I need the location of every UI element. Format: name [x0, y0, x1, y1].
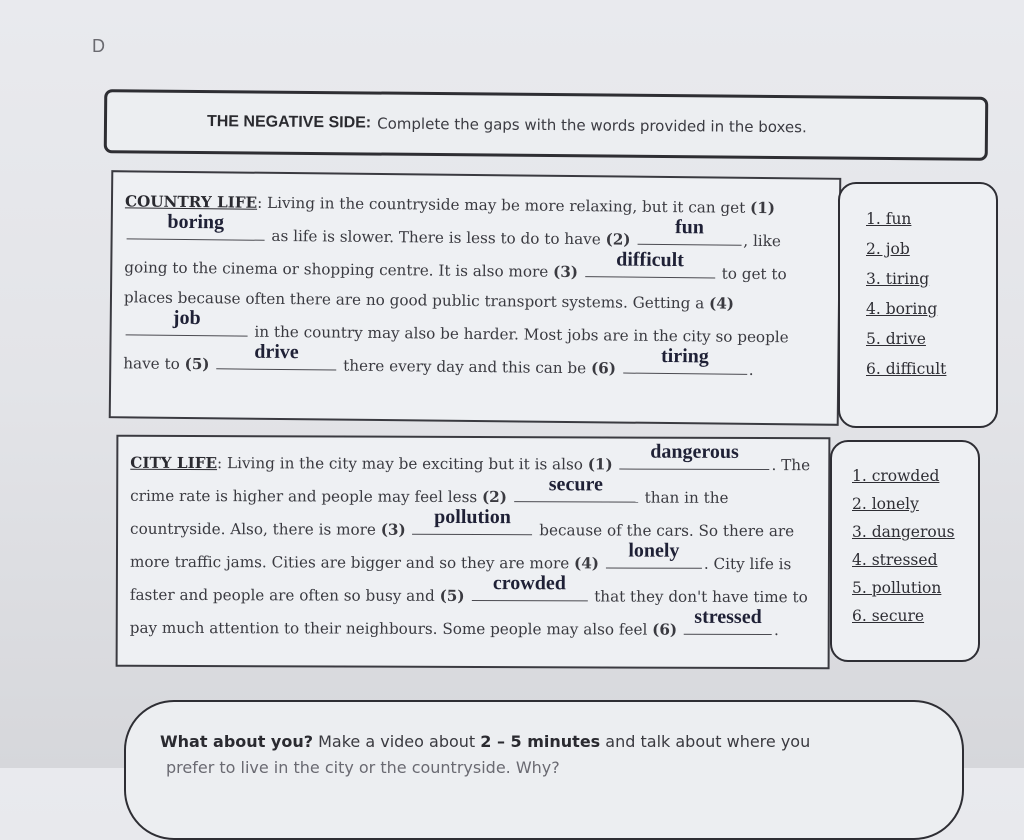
answer-3-country: difficult	[616, 248, 685, 272]
word-option: 6. secure	[852, 607, 925, 625]
answer-6-city: stressed	[694, 605, 762, 629]
word-option: 4. boring	[866, 300, 938, 318]
answer-2-country: fun	[674, 216, 705, 239]
word-option: 6. difficult	[866, 360, 947, 378]
word-option: 5. drive	[866, 330, 926, 348]
word-option: 3. tiring	[866, 270, 930, 288]
gap-1-city[interactable]	[620, 440, 770, 471]
corner-letter: D	[92, 36, 105, 56]
city-life-heading: CITY LIFE	[130, 453, 218, 473]
city-life-panel	[116, 435, 831, 669]
instruction-text: Complete the gaps with the words provided in the boxes.	[377, 114, 807, 137]
what-about-you-box	[124, 700, 964, 840]
gap-3-country[interactable]	[585, 248, 715, 278]
task-prompt: What about you? Make a video about 2 – 5 minutes and talk about where you	[160, 732, 811, 751]
answer-5-country: drive	[254, 340, 299, 364]
answer-4-city: lonely	[628, 539, 680, 562]
word-option: 1. crowded	[852, 467, 940, 485]
answer-2-city: secure	[548, 473, 603, 496]
country-word-list	[866, 204, 946, 384]
gap-5-country[interactable]	[216, 340, 336, 370]
word-option: 4. stressed	[852, 551, 938, 569]
word-option: 5. pollution	[852, 579, 942, 597]
answer-5-city: crowded	[492, 572, 566, 595]
gap-5-city[interactable]	[471, 572, 587, 601]
answer-3-city: pollution	[434, 505, 511, 529]
country-life-heading: COUNTRY LIFE	[124, 192, 258, 212]
country-life-panel	[109, 170, 842, 426]
city-life-paragraph: CITY LIFE: Living in the city may be exciting but it is also (1) dangerous . The crime rate is higher and people may feel less (2) secure than in the countryside. Also, there is more (3) pollution because of the cars. So there are more traffic jams. Cities are bigger and so they are more (4) lonely . City life is faster and people are often so busy and (5) crowded that they don't have time to pay much attention to their neighbours. Some people may also feel (6) stressed .	[130, 445, 819, 645]
answer-6-country: tiring	[660, 344, 709, 368]
gap-1-country[interactable]	[127, 210, 265, 240]
gap-2-country[interactable]	[637, 216, 741, 246]
answer-4-country: job	[172, 306, 201, 330]
task-prompt-line-2: prefer to live in the city or the countryside. Why?	[166, 758, 560, 777]
gap-4-country[interactable]	[126, 306, 248, 336]
word-option: 2. job	[866, 240, 910, 258]
word-option: 2. lonely	[852, 495, 919, 513]
gap-3-city[interactable]	[412, 505, 532, 535]
gap-6-city[interactable]	[684, 605, 772, 635]
city-word-list	[852, 462, 955, 630]
section-title: THE NEGATIVE SIDE:	[206, 113, 372, 132]
answer-1-country: boring	[167, 210, 225, 234]
word-option: 3. dangerous	[852, 523, 955, 541]
gap-4-city[interactable]	[606, 539, 702, 568]
country-life-paragraph: COUNTRY LIFE: Living in the countryside may be more relaxing, but it can get (1) boring as life is slower. There is less to do to have (2) fun , like going to the cinema or shopping centre. It is also more (3) difficult to get to places because often there are no good public transport systems. Getting a (4) job in the country may also be harder. Most jobs are in the city so people have to (5) drive there every day and this can be (6) tiring .	[123, 192, 789, 379]
country-word-box	[838, 182, 998, 428]
city-word-box	[830, 440, 980, 662]
gap-6-country[interactable]	[623, 344, 747, 375]
word-option: 1. fun	[866, 210, 912, 228]
answer-1-city: dangerous	[650, 440, 739, 463]
gap-2-city[interactable]	[514, 473, 638, 502]
instructions-header	[104, 89, 989, 161]
